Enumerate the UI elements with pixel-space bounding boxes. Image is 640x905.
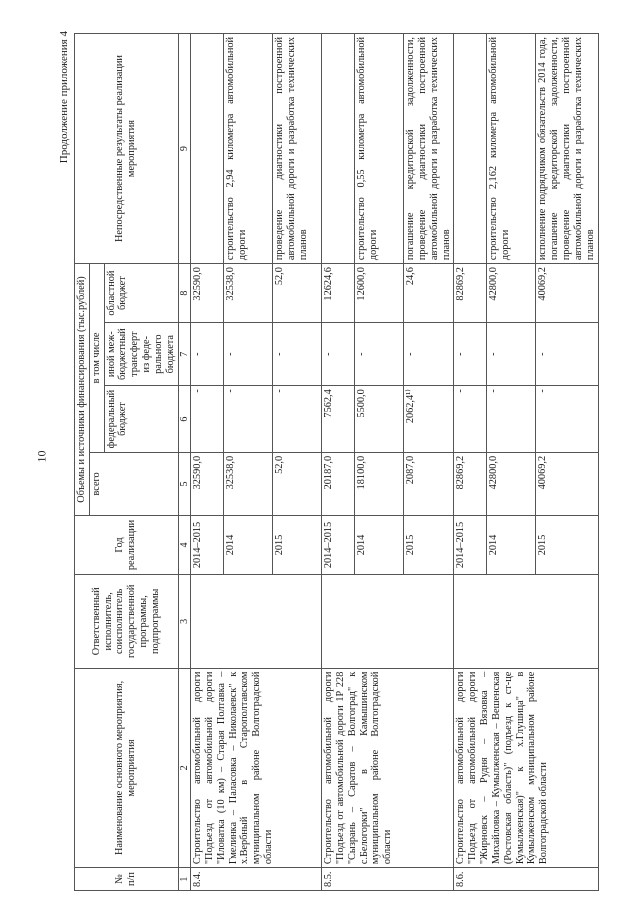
interbudget-cell: - — [454, 323, 487, 386]
federal-cell: - — [273, 386, 322, 453]
column-number: 8 — [178, 264, 191, 323]
result-cell: погашение кредиторской задолженности, проведение диагностики построенной автомобильной дороги и разработка технических планов — [404, 34, 454, 264]
result-cell: исполнение подрядчиком обязательств 2014 года, погашение кредиторской задолженности, проведение диагностики построенной автомобильной дороги и разработка технических планов — [536, 34, 598, 264]
column-number: 1 — [178, 868, 191, 891]
row-number: 8.4. — [191, 868, 322, 891]
header-name: Наименование основного мероприятия, мероприятия — [75, 668, 179, 868]
result-cell: строительство 0,55 километра автомобильной дороги — [355, 34, 404, 264]
rotated-sheet — [54, 0, 640, 905]
federal-cell: - — [536, 386, 598, 453]
page-number: 10 — [34, 450, 49, 463]
header-funding: Объемы и источники финансирования (тыс.рублей) — [75, 264, 90, 516]
result-cell: строительство 2,162 километра автомобильной дороги — [487, 34, 536, 264]
regional-cell: 24,6 — [404, 264, 454, 323]
measure-name: Строительство автомобильной дороги "Подъезд от автомобильной дороги 1Р 228 "Сызрань – Саратов – Волгоград" к с.Белогорки" в Камышинском муниципальном районе Волгоградской области — [322, 668, 454, 868]
regional-cell: 52,0 — [273, 264, 322, 323]
federal-cell: - — [454, 386, 487, 453]
interbudget-cell: - — [322, 323, 355, 386]
result-cell: строительство 2,94 километра автомобильной дороги — [224, 34, 273, 264]
measure-name: Строительство автомобильной дороги "Подъезд от автомобильной дороги "Иловатка (10 км) – Старая Полтавка – Гмелинка – Паласовка – Николаевск" к х.Вербный в Старополтавском муниципальном районе Волгоградской области — [191, 668, 322, 868]
column-number: 7 — [178, 323, 191, 386]
header-results: Непосредственные результаты реализации мероприятия — [75, 34, 179, 264]
total-cell: 32590,0 — [191, 452, 224, 515]
total-cell: 18100,0 — [355, 452, 404, 515]
year-cell: 2014 — [487, 515, 536, 574]
year-cell: 2015 — [536, 515, 598, 574]
regional-cell: 42800,0 — [487, 264, 536, 323]
responsible-cell — [322, 575, 454, 669]
year-cell: 2015 — [273, 515, 322, 574]
federal-cell: - — [224, 386, 273, 453]
year-cell: 2014–2015 — [322, 515, 355, 574]
federal-cell: 7562,4 — [322, 386, 355, 453]
total-cell: 52,0 — [273, 452, 322, 515]
result-cell — [191, 34, 224, 264]
header-year: Год реализации — [75, 515, 179, 574]
measure-name: Строительство автомобильной дороги "Подъезд от автомобильной дороги "Жирновск – Рудня – Вязовка – Михайловка – Кумылженская – Вешенская (Ростовская область)" (подъезд к ст-це Кумылженская)" к х.Глушица" в Кумылженском муниципальном районе Волгоградской области — [454, 668, 598, 868]
year-cell: 2014–2015 — [191, 515, 224, 574]
regional-cell: 12624,6 — [322, 264, 355, 323]
column-number: 2 — [178, 668, 191, 868]
total-cell: 32538,0 — [224, 452, 273, 515]
total-cell: 20187,0 — [322, 452, 355, 515]
continuation-note: Продолжение приложения 4 — [58, 31, 70, 164]
regional-cell: 40069,2 — [536, 264, 598, 323]
responsible-cell — [454, 575, 598, 669]
header-no: № п/п — [75, 868, 179, 891]
federal-cell: - — [191, 386, 224, 453]
column-number: 6 — [178, 386, 191, 453]
interbudget-cell: - — [224, 323, 273, 386]
header-interbudget: иной меж-бюджетный трансферт из феде-рального бюджета — [104, 323, 178, 386]
regional-cell: 32590,0 — [191, 264, 224, 323]
responsible-cell — [191, 575, 322, 669]
column-number: 5 — [178, 452, 191, 515]
header-regional: областной бюджет — [104, 264, 178, 323]
result-cell — [322, 34, 355, 264]
total-cell: 42800,0 — [487, 452, 536, 515]
table-row — [454, 34, 487, 891]
row-number: 8.6. — [454, 868, 598, 891]
total-cell: 2087,0 — [404, 452, 454, 515]
interbudget-cell: - — [191, 323, 224, 386]
regional-cell: 32538,0 — [224, 264, 273, 323]
year-cell: 2015 — [404, 515, 454, 574]
total-cell: 82869,2 — [454, 452, 487, 515]
column-number: 4 — [178, 515, 191, 574]
interbudget-cell: - — [404, 323, 454, 386]
result-cell: проведение диагностики построенной автомобильной дороги и разработка технических планов — [273, 34, 322, 264]
column-numbers-row — [178, 34, 191, 891]
table-row — [191, 34, 224, 891]
result-cell — [454, 34, 487, 264]
regional-cell: 82869,2 — [454, 264, 487, 323]
federal-cell: 5500,0 — [355, 386, 404, 453]
column-number: 3 — [178, 575, 191, 669]
column-number: 9 — [178, 34, 191, 264]
table-row — [322, 34, 355, 891]
federal-cell: - — [487, 386, 536, 453]
total-cell: 40069,2 — [536, 452, 598, 515]
header-responsible: Ответственный исполнитель, соисполнитель государственной программы, подпрограммы — [75, 575, 179, 669]
header-incl: в том числе — [89, 264, 104, 453]
header-federal: федеральный бюджет — [104, 386, 178, 453]
table-body — [191, 34, 598, 891]
interbudget-cell: - — [355, 323, 404, 386]
interbudget-cell: - — [536, 323, 598, 386]
funding-table — [74, 33, 599, 891]
regional-cell: 12600,0 — [355, 264, 404, 323]
year-cell: 2014 — [224, 515, 273, 574]
interbudget-cell: - — [487, 323, 536, 386]
year-cell: 2014 — [355, 515, 404, 574]
header-total: всего — [89, 452, 178, 515]
row-number: 8.5. — [322, 868, 454, 891]
federal-cell: 2062,4¹⁾ — [404, 386, 454, 453]
year-cell: 2014–2015 — [454, 515, 487, 574]
interbudget-cell: - — [273, 323, 322, 386]
table-sheet — [58, 25, 638, 895]
